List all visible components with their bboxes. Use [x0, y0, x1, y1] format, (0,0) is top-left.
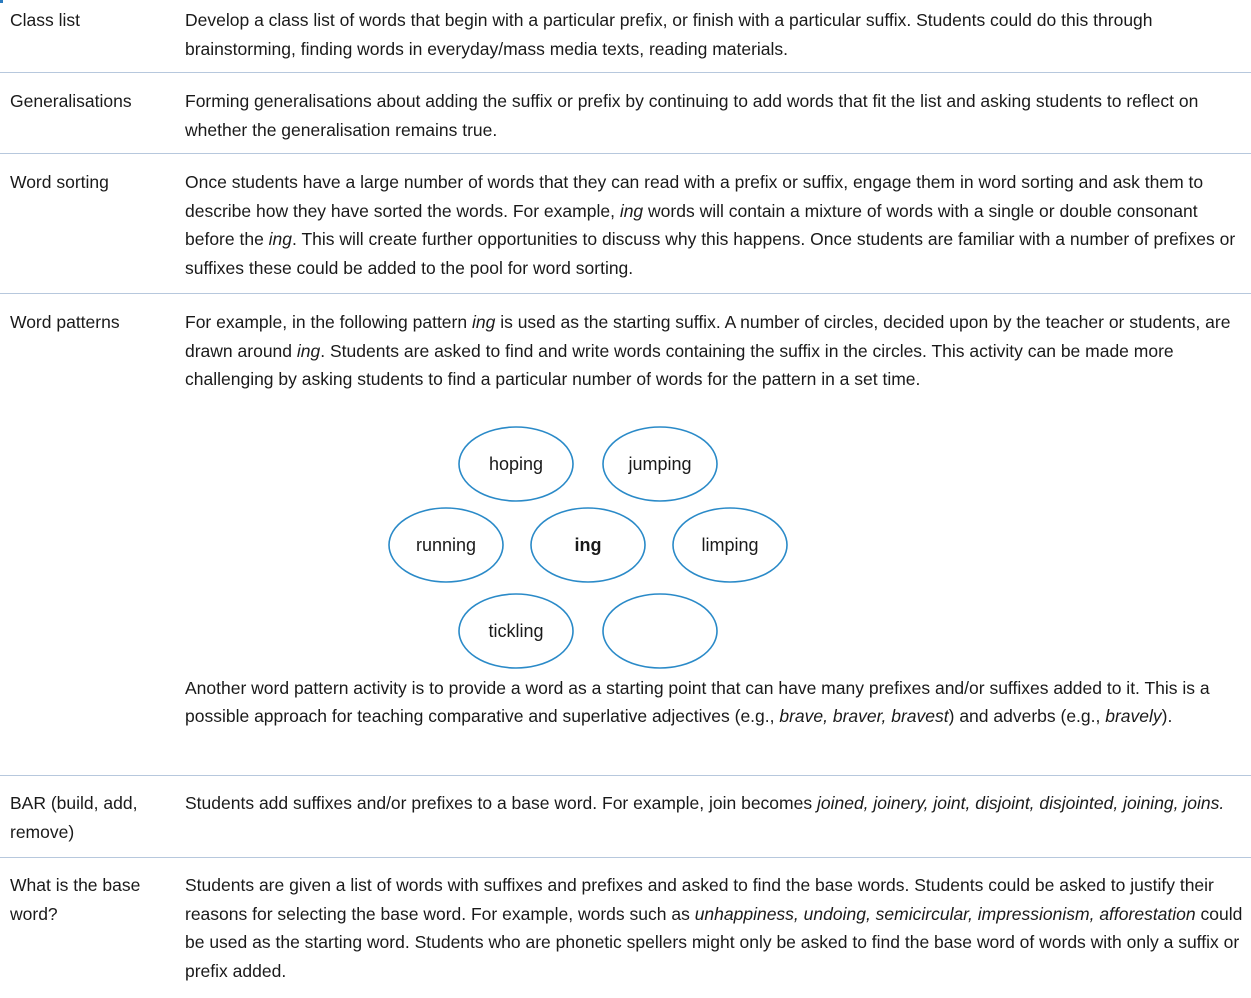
text-run: Once students have a large number of words that they can read with a prefix or suffix, engage them in word sorting and ask them to describe how they have sorted the words. For example,: [185, 172, 1204, 221]
text-run: Forming generalisations about adding the suffix or prefix by continuing to add words that fit the list and asking students to reflect on whether the generalisation remains true.: [185, 91, 1199, 140]
pattern-word: tickling: [488, 620, 544, 641]
italic-text: ing: [296, 340, 321, 361]
text-run: Students are given a list of words with suffixes and prefixes and asked to find the base words. Students could be asked to justify their reasons for selecting the base word. For example, words such as: [185, 875, 1214, 924]
pattern-circle-running: [389, 508, 503, 582]
row-description: [174, 871, 1251, 998]
row-term: Word patterns: [10, 312, 120, 332]
row-term: Generalisations: [10, 91, 132, 111]
word-pattern-svg: [185, 394, 1245, 594]
text-run: For example, in the following pattern: [185, 312, 472, 332]
text-run: . Students are asked to find and write words containing the suffix in the circles. This activity can be made more challenging by asking students to find a particular number of words for the pattern in a set time.: [185, 340, 1174, 389]
italic-text: bravely: [1105, 706, 1162, 726]
row-term: Word sorting: [10, 172, 109, 192]
italic-text: unhappiness, undoing, semicircular, impressionism, afforestation: [694, 903, 1196, 924]
pattern-circle-limping: [673, 508, 787, 582]
table-row: [0, 294, 1251, 776]
row-term: What is the base word?: [10, 875, 141, 924]
row-description-outro: [185, 674, 1245, 731]
pattern-word: hoping: [488, 453, 544, 474]
italic-text: ing: [471, 312, 496, 332]
italic-text: joined, joinery, joint, disjoint, disjointed, joining, joins.: [816, 793, 1225, 813]
table-row: [0, 154, 1251, 294]
row-description: [174, 87, 1251, 153]
row-description: [174, 308, 1251, 775]
pattern-circle-jumping: [603, 427, 717, 501]
table-row: [0, 858, 1251, 998]
pattern-word: jumping: [628, 453, 692, 474]
table-row: [0, 776, 1251, 858]
italic-text: ing: [619, 200, 644, 221]
italic-text: ing: [268, 229, 293, 249]
pattern-circle-hoping: [459, 427, 573, 501]
pattern-circle-tickling: [459, 594, 573, 668]
text-run: Another word pattern activity is to provide a word as a starting point that can have many prefixes and/or suffixes added to it. This is a possible approach for teaching comparative and superlative adjectives (e.g.,: [185, 677, 1210, 726]
table-row: [0, 73, 1251, 154]
pattern-circle-empty: [603, 594, 717, 668]
row-description: [174, 789, 1251, 857]
row-term: BAR (build, add, remove): [10, 793, 138, 842]
pattern-word: limping: [701, 534, 759, 555]
row-term: Class list: [10, 10, 81, 30]
text-run: Develop a class list of words that begin with a particular prefix, or finish with a particular suffix. Students could do this through brainstorming, finding words in everyday/mass media texts, reading materials.: [185, 10, 1153, 59]
text-run: ) and adverbs (e.g.,: [948, 706, 1106, 726]
text-run: ).: [1161, 706, 1173, 726]
text-run: is used as the starting suffix. A number of circles, decided upon by the teacher or students, are drawn around: [185, 312, 1231, 361]
italic-text: brave, braver, bravest: [779, 706, 949, 726]
pattern-word: running: [415, 534, 477, 555]
text-run: could be used as the starting word. Students who are phonetic spellers might only be asked to find the base word of words with only a suffix or prefix added.: [185, 903, 1243, 981]
text-run: . This will create further opportunities to discuss why this happens. Once students are familiar with a number of prefixes or suffixes these could be added to the pool for word sorting.: [185, 229, 1236, 278]
row-description-intro: [185, 308, 1245, 394]
table-row: [0, 0, 1251, 73]
row-description: [174, 168, 1251, 293]
row-description: [174, 6, 1251, 72]
text-run: words will contain a mixture of words with a single or double consonant before the: [185, 200, 1198, 249]
pattern-circle-center: [531, 508, 645, 582]
word-pattern-diagram: [185, 394, 1245, 676]
text-run: Students add suffixes and/or prefixes to a base word. For example, join becomes: [185, 793, 817, 813]
pattern-suffix: ing: [574, 534, 602, 555]
word-pattern-svg-bottom: [185, 591, 1245, 671]
